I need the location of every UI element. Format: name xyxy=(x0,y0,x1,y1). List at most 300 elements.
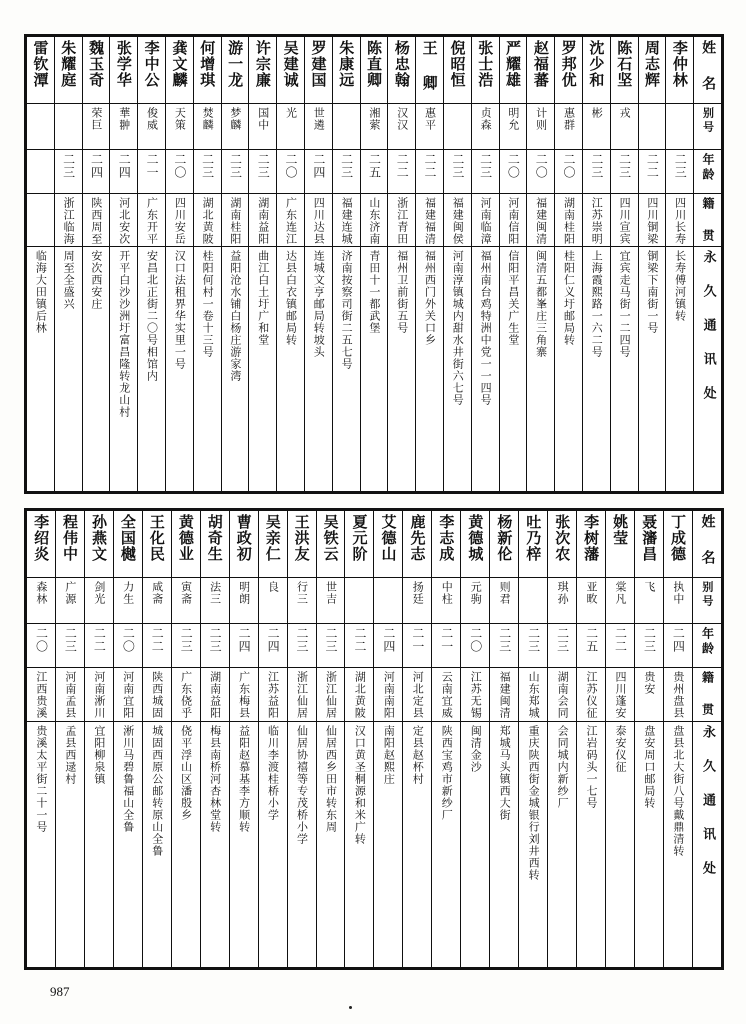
cell-name-text: 孙燕文 xyxy=(89,514,108,562)
cell-name-text: 曹政初 xyxy=(234,514,253,562)
cell-age-text: 二〇 xyxy=(34,627,49,654)
cell-age-text: 二四 xyxy=(381,627,396,654)
cell-origin xyxy=(663,668,692,722)
cell-age xyxy=(287,624,316,668)
cell-age xyxy=(490,624,519,668)
cell-alias xyxy=(316,577,345,623)
cell-name-text: 丁成德 xyxy=(669,514,688,562)
cell-name xyxy=(110,37,138,104)
header-alias-text: 别号 xyxy=(701,106,715,135)
cell-origin-text: 四川蓬安 xyxy=(613,671,627,720)
cell-address-text: 济南按察司街二五七号 xyxy=(340,250,354,371)
cell-alias xyxy=(345,577,374,623)
cell-name xyxy=(54,37,82,104)
cell-address xyxy=(82,247,110,492)
cell-age xyxy=(663,624,692,668)
cell-address-text: 安昌北正街二〇号相馆内 xyxy=(145,250,159,383)
cell-alias xyxy=(138,103,166,149)
cell-origin-text: 福建闽清 xyxy=(498,671,512,720)
cell-origin-text: 浙江仙居 xyxy=(324,671,338,720)
cell-origin xyxy=(638,193,666,246)
cell-name-text: 倪昭恒 xyxy=(448,40,467,88)
cell-name xyxy=(316,511,345,578)
cell-alias xyxy=(171,577,200,623)
cell-origin-text: 河南信阳 xyxy=(506,196,520,245)
cell-address xyxy=(527,247,555,492)
cell-age-text: 二三 xyxy=(256,152,271,179)
cell-name-text: 游一龙 xyxy=(226,40,245,88)
cell-address xyxy=(499,247,527,492)
cell-alias-text: 力生 xyxy=(121,580,135,605)
cell-name xyxy=(258,511,287,578)
cell-address-text: 连城文亨邮局转坡头 xyxy=(312,250,326,359)
cell-age-text: 二四 xyxy=(117,152,132,179)
cell-age xyxy=(249,149,277,193)
cell-alias xyxy=(360,103,388,149)
cell-address xyxy=(165,247,193,492)
cell-address xyxy=(555,247,583,492)
cell-alias xyxy=(165,103,193,149)
cell-name xyxy=(287,511,316,578)
row-name xyxy=(27,511,722,578)
cell-name-text: 魏玉奇 xyxy=(87,40,106,88)
registry-table xyxy=(26,510,722,968)
cell-address-text: 盘安周口邮局转 xyxy=(642,724,656,809)
cell-name-text: 龚文麟 xyxy=(170,40,189,88)
cell-name xyxy=(490,511,519,578)
cell-alias xyxy=(258,577,287,623)
cell-alias-text: 飞 xyxy=(642,580,656,593)
cell-age-text: 二三 xyxy=(63,627,78,654)
cell-alias xyxy=(416,103,444,149)
cell-name-text: 李志成 xyxy=(437,514,456,562)
cell-name-text: 朱康远 xyxy=(337,40,356,88)
cell-origin xyxy=(577,668,606,722)
cell-name-text: 罗邦优 xyxy=(559,40,578,88)
cell-address-text: 桂阳仁义圩邮局转 xyxy=(562,250,576,347)
cell-name xyxy=(221,37,249,104)
cell-name xyxy=(577,511,606,578)
cell-origin-text: 福建连城 xyxy=(340,196,354,245)
cell-origin xyxy=(332,193,360,246)
cell-address-text: 泰安仪征 xyxy=(613,724,627,773)
cell-alias xyxy=(577,577,606,623)
cell-age-text: 二三 xyxy=(642,627,657,654)
cell-origin-text: 四川达县 xyxy=(312,196,326,245)
cell-address-text: 福州南台鸡特洲中党一一四号 xyxy=(479,250,493,407)
cell-name xyxy=(610,37,638,104)
cell-name xyxy=(403,511,432,578)
cell-age-text: 二三 xyxy=(589,152,604,179)
cell-alias xyxy=(606,577,635,623)
cell-alias xyxy=(403,577,432,623)
cell-address-text: 福州卫前街五号 xyxy=(395,250,409,335)
cell-alias xyxy=(277,103,305,149)
cell-address xyxy=(666,247,694,492)
cell-alias xyxy=(249,103,277,149)
cell-origin-text: 陕西城固 xyxy=(150,671,164,720)
cell-age xyxy=(193,149,221,193)
cell-address xyxy=(138,247,166,492)
cell-address xyxy=(27,721,56,967)
cell-origin-text: 江苏益阳 xyxy=(266,671,280,720)
cell-origin-text: 贵安 xyxy=(642,671,656,696)
cell-age-text: 二二 xyxy=(423,152,438,179)
cell-name-text: 黄德业 xyxy=(176,514,195,562)
cell-name xyxy=(461,511,490,578)
cell-origin-text: 湖南益阳 xyxy=(256,196,270,245)
cell-origin-text: 云南宜威 xyxy=(440,671,454,720)
cell-origin xyxy=(138,193,166,246)
cell-address xyxy=(432,721,461,967)
cell-age xyxy=(345,624,374,668)
cell-alias xyxy=(519,577,548,623)
cell-address-text: 铜梁下南街一号 xyxy=(645,250,659,335)
header-address xyxy=(694,247,722,492)
cell-alias xyxy=(84,577,113,623)
cell-age xyxy=(374,624,403,668)
cell-alias xyxy=(610,103,638,149)
cell-age xyxy=(471,149,499,193)
cell-origin-text: 四川长寿 xyxy=(673,196,687,245)
cell-age xyxy=(635,624,664,668)
cell-alias-text: 贞森 xyxy=(479,106,493,131)
cell-age-text: 二五 xyxy=(367,152,382,179)
cell-alias-text: 明允 xyxy=(506,106,520,131)
cell-name xyxy=(606,511,635,578)
cell-address-text: 盘县北大街八号戴鼎清转 xyxy=(671,724,685,857)
registry-table-top xyxy=(24,34,724,494)
cell-origin-text: 湖北黄陂 xyxy=(353,671,367,720)
cell-origin-text: 福建闽清 xyxy=(534,196,548,245)
cell-address-text: 郑城马头镇西大街 xyxy=(498,724,512,821)
cell-origin xyxy=(606,668,635,722)
cell-alias-text: 森林 xyxy=(34,580,48,605)
cell-alias-text: 元驹 xyxy=(469,580,483,605)
cell-origin-text: 江苏仪征 xyxy=(585,671,599,720)
cell-origin xyxy=(388,193,416,246)
cell-age xyxy=(461,624,490,668)
cell-alias xyxy=(193,103,221,149)
cell-origin xyxy=(110,193,138,246)
cell-alias xyxy=(287,577,316,623)
cell-origin xyxy=(200,668,229,722)
cell-age xyxy=(304,149,332,193)
cell-name-text: 罗建国 xyxy=(309,40,328,88)
cell-age xyxy=(360,149,388,193)
cell-address xyxy=(332,247,360,492)
cell-alias xyxy=(548,577,577,623)
cell-address-text: 仙居协禧等专茂桥小学 xyxy=(295,724,309,845)
page-number: 987 xyxy=(50,984,70,999)
cell-age-text: 二三 xyxy=(179,627,194,654)
cell-age xyxy=(666,149,694,193)
cell-address xyxy=(635,721,664,967)
cell-address-text: 南阳赵熙庄 xyxy=(382,724,396,785)
header-age xyxy=(694,149,722,193)
cell-age-text: 二〇 xyxy=(468,627,483,654)
cell-origin xyxy=(229,668,258,722)
cell-name xyxy=(555,37,583,104)
cell-age-text: 二二 xyxy=(395,152,410,179)
cell-alias xyxy=(374,577,403,623)
cell-name xyxy=(582,37,610,104)
row-alias xyxy=(27,103,722,149)
cell-origin xyxy=(432,668,461,722)
cell-name-text: 周志辉 xyxy=(643,40,662,88)
cell-name-text: 朱耀庭 xyxy=(59,40,78,88)
cell-age xyxy=(582,149,610,193)
cell-age xyxy=(258,624,287,668)
cell-origin-text: 江西贵溪 xyxy=(34,671,48,720)
cell-name-text: 何增琪 xyxy=(198,40,217,88)
cell-origin xyxy=(54,193,82,246)
cell-name-text: 李仲林 xyxy=(670,40,689,88)
cell-age xyxy=(171,624,200,668)
cell-name xyxy=(635,511,664,578)
cell-origin xyxy=(304,193,332,246)
cell-age-text: 二四 xyxy=(237,627,252,654)
cell-alias-text: 湘萦 xyxy=(367,106,381,131)
header-age xyxy=(692,624,721,668)
row-origin xyxy=(27,668,722,722)
cell-origin xyxy=(360,193,388,246)
registry-table xyxy=(26,36,722,492)
cell-address-text: 梅县南桥河杏林堂转 xyxy=(208,724,222,833)
cell-age-text: 二四 xyxy=(89,152,104,179)
cell-name xyxy=(138,37,166,104)
cell-address xyxy=(490,721,519,967)
footer-dot xyxy=(349,1006,352,1009)
cell-age xyxy=(54,149,82,193)
cell-age-text: 二二 xyxy=(92,627,107,654)
cell-origin xyxy=(316,668,345,722)
cell-origin xyxy=(27,668,56,722)
cell-name-text: 李中公 xyxy=(142,40,161,88)
cell-age-text: 二四 xyxy=(671,627,686,654)
cell-age xyxy=(110,149,138,193)
cell-name xyxy=(471,37,499,104)
row-origin xyxy=(27,193,722,246)
cell-name-text: 夏元阶 xyxy=(350,514,369,562)
header-origin-text: 籍 贯 xyxy=(701,196,716,244)
header-name-text: 姓 名 xyxy=(700,40,717,93)
cell-origin-text: 湖北黄陂 xyxy=(201,196,215,245)
cell-alias-text: 计则 xyxy=(534,106,548,131)
cell-address-text: 上海霞熙路一六二号 xyxy=(590,250,604,359)
cell-address xyxy=(142,721,171,967)
cell-alias xyxy=(582,103,610,149)
cell-origin-text: 广东梅县 xyxy=(237,671,251,720)
cell-address xyxy=(221,247,249,492)
cell-origin-text: 河南孟县 xyxy=(63,671,77,720)
cell-address xyxy=(582,247,610,492)
cell-origin xyxy=(416,193,444,246)
cell-alias xyxy=(82,103,110,149)
cell-age-text: 二四 xyxy=(311,152,326,179)
cell-name xyxy=(200,511,229,578)
cell-origin xyxy=(403,668,432,722)
cell-age xyxy=(221,149,249,193)
cell-address xyxy=(471,247,499,492)
cell-alias-text: 世遴 xyxy=(312,106,326,131)
cell-alias-text: 咸斋 xyxy=(150,580,164,605)
cell-name xyxy=(548,511,577,578)
cell-name-text: 沈少和 xyxy=(587,40,606,88)
cell-name-text: 吐乃梓 xyxy=(524,514,543,562)
cell-alias-text: 寅斋 xyxy=(179,580,193,605)
cell-origin-text: 广东侥乎 xyxy=(179,671,193,720)
cell-origin-text: 浙江仙居 xyxy=(295,671,309,720)
cell-name xyxy=(663,511,692,578)
cell-name xyxy=(249,37,277,104)
cell-age xyxy=(142,624,171,668)
header-alias xyxy=(694,103,722,149)
cell-name xyxy=(388,37,416,104)
cell-name xyxy=(499,37,527,104)
cell-address-text: 侥平浮山区潘殷乡 xyxy=(179,724,193,821)
cell-name-text: 吴亲仁 xyxy=(263,514,282,562)
cell-origin-text: 湖南会同 xyxy=(556,671,570,720)
cell-origin xyxy=(142,668,171,722)
cell-address xyxy=(277,247,305,492)
cell-address-text: 会同城内新纱厂 xyxy=(556,724,570,809)
header-name xyxy=(694,37,722,104)
cell-alias-text: 荣巨 xyxy=(89,106,103,131)
cell-alias-text: 良 xyxy=(266,580,280,593)
cell-age-text: 二一 xyxy=(145,152,160,179)
cell-address-text: 长寿傅河镇转 xyxy=(673,250,687,323)
cell-age-text: 二二 xyxy=(352,627,367,654)
cell-age-text: 二〇 xyxy=(121,627,136,654)
cell-alias-text: 明朗 xyxy=(237,580,251,605)
cell-address-text: 周至全盛兴 xyxy=(62,250,76,311)
cell-name-text: 杨新伦 xyxy=(495,514,514,562)
cell-origin xyxy=(519,668,548,722)
cell-address xyxy=(519,721,548,967)
cell-alias-text: 琪孙 xyxy=(556,580,570,605)
cell-name xyxy=(82,37,110,104)
cell-age-text: 二一 xyxy=(410,627,425,654)
cell-address xyxy=(193,247,221,492)
cell-address xyxy=(54,247,82,492)
cell-origin-text: 浙江临海 xyxy=(62,196,76,245)
cell-origin xyxy=(548,668,577,722)
cell-address-text: 陕西宝鸡市新纱厂 xyxy=(440,724,454,821)
cell-age-text: 二〇 xyxy=(284,152,299,179)
cell-alias-text: 亚畋 xyxy=(585,580,599,605)
cell-address-text: 信阳平昌关广生堂 xyxy=(506,250,520,347)
cell-origin xyxy=(527,193,555,246)
cell-age-text: 二二 xyxy=(645,152,660,179)
cell-origin-text: 江苏无锡 xyxy=(469,671,483,720)
cell-name-text: 吴铁云 xyxy=(321,514,340,562)
cell-alias-text: 剑光 xyxy=(92,580,106,605)
cell-address-text: 宜宾走马街一二四号 xyxy=(618,250,632,359)
cell-name-text: 王 卿 xyxy=(420,40,439,91)
cell-alias-text: 光 xyxy=(284,106,298,119)
cell-address xyxy=(110,247,138,492)
cell-address xyxy=(84,721,113,967)
cell-age xyxy=(403,624,432,668)
cell-address xyxy=(27,247,55,492)
cell-address xyxy=(548,721,577,967)
cell-alias xyxy=(461,577,490,623)
cell-alias-text: 華翀 xyxy=(117,106,131,131)
cell-name xyxy=(345,511,374,578)
cell-alias-text: 执中 xyxy=(671,580,685,605)
cell-origin xyxy=(610,193,638,246)
cell-address-text: 宜阳柳泉镇 xyxy=(92,724,106,785)
cell-address-text: 闽清金沙 xyxy=(469,724,483,773)
cell-address-text: 益阳赵慕基李方顺转 xyxy=(237,724,251,833)
cell-address xyxy=(258,721,287,967)
cell-address xyxy=(416,247,444,492)
cell-origin xyxy=(113,668,142,722)
cell-name-text: 张士浩 xyxy=(476,40,495,88)
cell-age xyxy=(113,624,142,668)
cell-age xyxy=(165,149,193,193)
header-origin-text: 籍 贯 xyxy=(700,671,715,719)
cell-name xyxy=(519,511,548,578)
cell-age-text: 二四 xyxy=(266,627,281,654)
cell-address-text: 河南淳镇城内甜水井街六七号 xyxy=(451,250,465,407)
cell-age xyxy=(332,149,360,193)
cell-age xyxy=(610,149,638,193)
cell-origin-text: 河南临漳 xyxy=(479,196,493,245)
cell-alias xyxy=(432,577,461,623)
cell-origin xyxy=(345,668,374,722)
cell-name xyxy=(443,37,471,104)
cell-age xyxy=(229,624,258,668)
cell-address-text: 益阳沧水铺白杨庄游家湾 xyxy=(228,250,242,383)
cell-origin-text: 河北定县 xyxy=(411,671,425,720)
cell-address xyxy=(316,721,345,967)
cell-origin-text: 湖南桂阳 xyxy=(562,196,576,245)
cell-alias-text: 惠平 xyxy=(423,106,437,131)
cell-address xyxy=(345,721,374,967)
cell-age xyxy=(277,149,305,193)
cell-alias xyxy=(142,577,171,623)
cell-name xyxy=(27,37,55,104)
cell-alias xyxy=(666,103,694,149)
cell-origin-text: 山东济南 xyxy=(367,196,381,245)
cell-age-text: 二〇 xyxy=(506,152,521,179)
cell-address-text: 重庆陕西街金城银行刘井西转 xyxy=(527,724,541,881)
row-alias xyxy=(27,577,722,623)
cell-address-text: 闽清五都峯庄三角寨 xyxy=(534,250,548,359)
cell-name xyxy=(416,37,444,104)
cell-age-text: 二三 xyxy=(526,627,541,654)
cell-name xyxy=(374,511,403,578)
row-age xyxy=(27,149,722,193)
cell-address xyxy=(229,721,258,967)
cell-origin xyxy=(84,668,113,722)
cell-address xyxy=(663,721,692,967)
cell-origin xyxy=(171,668,200,722)
cell-address-text: 城固西原公邮转原山全鲁 xyxy=(150,724,164,857)
header-name-text: 姓 名 xyxy=(699,514,716,567)
cell-name xyxy=(27,511,56,578)
cell-address-text: 临川李渡桂桥小学 xyxy=(266,724,280,821)
cell-alias xyxy=(54,103,82,149)
cell-alias-text: 行三 xyxy=(295,580,309,605)
cell-alias xyxy=(221,103,249,149)
cell-age-text: 二三 xyxy=(208,627,223,654)
cell-name-text: 吴建诚 xyxy=(281,40,300,88)
cell-origin xyxy=(249,193,277,246)
cell-age xyxy=(416,149,444,193)
